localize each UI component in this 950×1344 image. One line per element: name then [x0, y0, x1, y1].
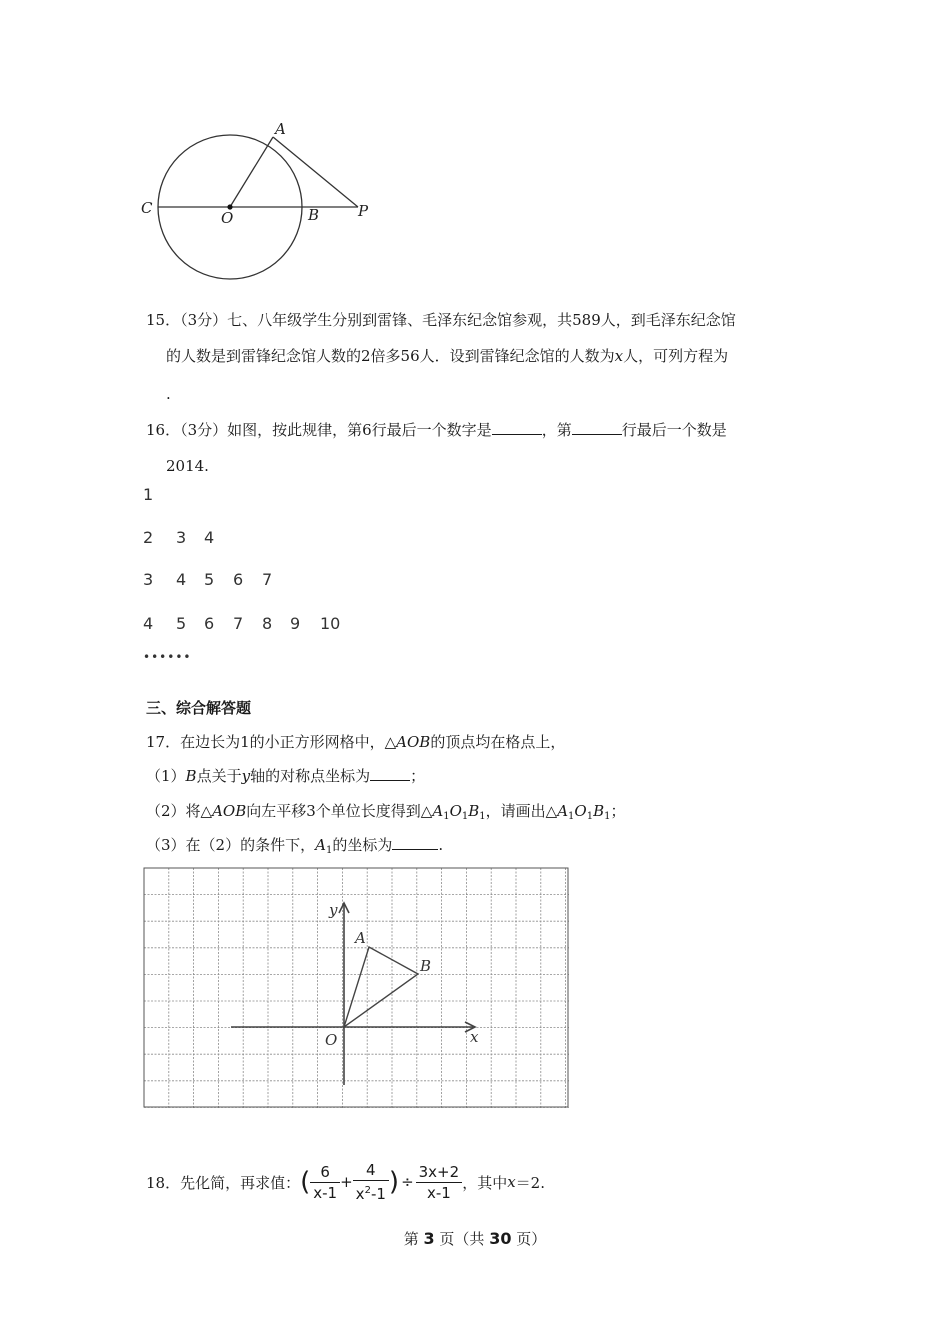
q15-var-x: x	[614, 347, 624, 365]
q18-suffix-a: ，其中	[462, 1173, 508, 1192]
q17-text-1b: 的顶点均在格点上，	[430, 733, 566, 751]
q17-p2-o1: O	[449, 802, 462, 820]
row3-num-5: 7	[262, 570, 273, 589]
label-c: C	[141, 199, 153, 217]
row3-num-4: 6	[233, 570, 244, 589]
grid-label-a: A	[355, 929, 366, 947]
row4-num-7: 10	[320, 614, 341, 633]
footer-page-number: 3	[423, 1229, 435, 1248]
q17-p1-c: 轴的对称点坐标为	[250, 767, 371, 785]
q15-line3	[166, 384, 171, 404]
row4-num-4: 7	[233, 614, 244, 633]
grid-label-x: x	[470, 1028, 479, 1046]
label-a: A	[275, 120, 286, 138]
circle-tangent-figure	[130, 110, 390, 290]
q18-suffix-b: ＝2.	[515, 1173, 545, 1192]
q18-suffix-var: x	[507, 1173, 516, 1191]
q17-var-aob: AOB	[396, 733, 431, 751]
row4-num-6: 9	[290, 614, 301, 633]
q17-p2-var-aob: AOB	[212, 802, 247, 820]
q18-fraction-1	[310, 1162, 340, 1203]
q17-p1-a: （1）	[146, 767, 186, 785]
row2-num-1: 2	[143, 528, 154, 547]
q18-frac2-den-exp: 2	[364, 1185, 371, 1196]
footer-a: 第	[403, 1230, 419, 1248]
grid-label-b: B	[420, 957, 432, 975]
q18-frac1-den: x-1	[313, 1183, 338, 1202]
tangent-ap	[273, 137, 358, 207]
q17-p2-a1: A	[432, 802, 444, 820]
q17-p2-a: （2）将△	[146, 802, 213, 820]
q18-line	[146, 1160, 545, 1204]
row1-num-1: 1	[143, 485, 154, 504]
q16-text-1c: 行最后一个数是	[621, 421, 727, 439]
row4-num-2: 5	[176, 614, 187, 633]
q18-divide: ÷	[401, 1173, 414, 1191]
q17-p1-blank	[370, 766, 410, 781]
q18-plus: +	[340, 1173, 353, 1191]
q15-period: .	[166, 385, 171, 403]
row4-num-1: 4	[143, 614, 154, 633]
q17-p2-sub-a: 1	[443, 811, 450, 822]
q17-p2-sub-b: 1	[479, 811, 486, 822]
q17-p2-b1-b: B	[593, 802, 605, 820]
q18-fraction-3	[416, 1162, 463, 1203]
triangle-aob	[344, 947, 418, 1027]
q18-frac3-den: x-1	[426, 1183, 451, 1202]
q16-text-1a: 16．（3分）如图，按此规律，第6行最后一个数字是	[146, 421, 492, 439]
q16-answer-blank-1	[492, 420, 542, 435]
q17-part2	[146, 801, 626, 827]
q17-p2-b1: B	[468, 802, 480, 820]
q17-p3-end: .	[438, 836, 444, 854]
q18-fraction-2	[353, 1160, 389, 1204]
q17-p1-var-y: y	[241, 767, 251, 785]
row2-num-3: 4	[204, 528, 215, 547]
q18-frac3-num: 3x+2	[416, 1162, 463, 1183]
q17-p1-var-b: B	[185, 767, 197, 785]
row3-num-3: 5	[204, 570, 215, 589]
label-b: B	[308, 206, 320, 224]
q17-p2-o1-b: O	[574, 802, 587, 820]
row3-num-1: 3	[143, 570, 154, 589]
q17-p3-sub: 1	[325, 845, 333, 856]
row3-num-2: 4	[176, 570, 187, 589]
page-footer	[0, 1228, 950, 1249]
q15-text-2b: 人，可列方程为	[623, 347, 729, 365]
q17-p2-end: ；	[610, 802, 626, 820]
q17-p3-b: 的坐标为	[332, 836, 393, 854]
q18-open-paren: (	[300, 1167, 311, 1197]
q17-p2-sub-o2: 1	[586, 811, 594, 822]
q17-p1-end: ；	[410, 767, 426, 785]
q18-frac1-num: 6	[310, 1162, 340, 1183]
footer-b: 页（共	[439, 1230, 485, 1248]
q17-p3-blank	[392, 835, 438, 850]
q18-frac2-den-tail: -1	[370, 1185, 386, 1203]
row4-num-5: 8	[262, 614, 273, 633]
label-o: O	[221, 209, 234, 227]
q18-frac2-den-x: x	[355, 1185, 365, 1203]
q17-p1-b: 点关于	[196, 767, 242, 785]
grid-label-o: O	[325, 1031, 338, 1049]
q17-part3	[146, 835, 443, 861]
q17-p3-a: （3）在（2）的条件下，	[146, 836, 316, 854]
footer-total-pages: 30	[489, 1229, 512, 1248]
q15-line2	[166, 346, 728, 366]
q18-frac2-den	[353, 1181, 389, 1204]
q16-line2	[166, 456, 209, 476]
q17-p2-sub-o: 1	[461, 811, 469, 822]
q17-p2-a1-b: A	[557, 802, 569, 820]
row4-num-3: 6	[204, 614, 215, 633]
q17-p2-c: ，请画出△	[485, 802, 558, 820]
q16-text-2: 2014.	[166, 457, 209, 475]
q16-text-1b: ，第	[541, 421, 572, 439]
q17-part1	[146, 766, 425, 786]
q17-p2-b: 向左平移3个单位长度得到△	[246, 802, 433, 820]
q17-line1	[146, 732, 565, 752]
q15-text-2a: 的人数是到雷锋纪念馆人数的2倍多56人．设到雷锋纪念馆的人数为	[166, 347, 615, 365]
ellipsis: ••••••	[143, 650, 192, 664]
q17-text-1a: 17．在边长为1的小正方形网格中，△	[146, 733, 397, 751]
radius-oa	[230, 137, 273, 207]
q16-answer-blank-2	[572, 420, 622, 435]
row2-num-2: 3	[176, 528, 187, 547]
q17-p2-sub-a2: 1	[568, 811, 575, 822]
footer-c: 页）	[516, 1230, 547, 1248]
section-title-text: 三、综合解答题	[146, 699, 252, 717]
q15-line1	[146, 310, 736, 330]
coordinate-grid-figure	[143, 867, 571, 1110]
q16-line1	[146, 420, 727, 440]
q18-close-paren: )	[388, 1167, 400, 1197]
grid-label-y: y	[329, 901, 338, 919]
q18-frac2-num: 4	[353, 1160, 389, 1181]
section-title	[146, 698, 251, 718]
q15-text-1: 15．（3分）七、八年级学生分别到雷锋、毛泽东纪念馆参观，共589人，到毛泽东纪念馆	[146, 311, 736, 329]
q17-p2-sub-b2: 1	[604, 811, 611, 822]
q17-p3-a1: A	[315, 836, 326, 854]
q18-prefix: 18．先化简，再求值：	[146, 1173, 301, 1192]
label-p: P	[358, 202, 369, 220]
